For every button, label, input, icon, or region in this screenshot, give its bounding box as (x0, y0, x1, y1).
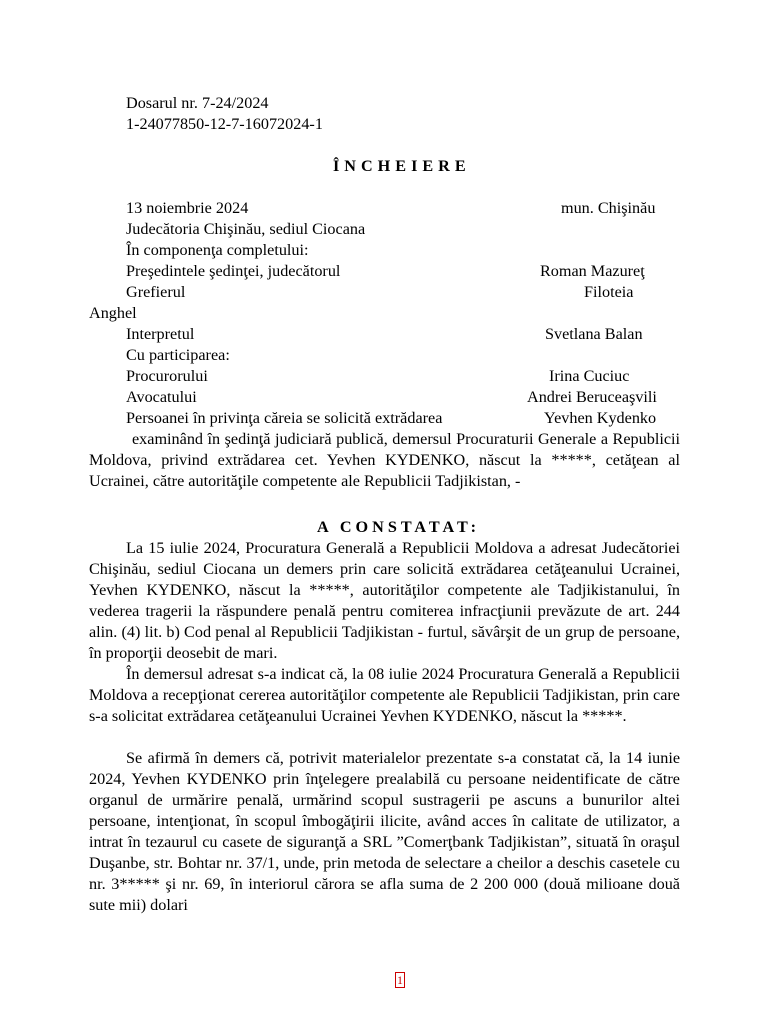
lawyer-label: Avocatului (126, 388, 197, 406)
prosecutor-name: Irina Cuciuc (549, 367, 630, 385)
clerk-label: Grefierul (126, 283, 186, 301)
section-heading: A CONSTATAT: (317, 518, 480, 536)
person-name: Yevhen Kydenko (544, 409, 657, 427)
court-name: Judecătoria Chişinău, sediul Ciocana (126, 220, 366, 238)
clerk-name-last: Anghel (89, 304, 137, 322)
body-paragraph-3: Se afirmă în demers că, potrivit materialelor prezentate s-a constatat că, la 14 iunie 2024, Yevhen KYDENKO prin înţelegere prealabilă cu persoane neidentificate de către organul de urmărire penală, urmărind scopul sustragerii pe ascuns a bunurilor altei persoane, intenţionat, în scopul îmbogăţirii ilicite, având acces în calitate de utilizator, a intrat în tezaurul cu casete de siguranţă a SRL ”Comerţbank Tadjikistan”, situată în oraşul Duşanbe, str. Bohtar nr. 37/1, unde, prin metoda de selectare a cheilor a deschis casetele cu nr. 3***** şi nr. 69, în interiorul cărora se afla suma de 2 200 000 (două milioane două sute mii) dolari (89, 749, 680, 914)
body-paragraph-1: La 15 iulie 2024, Procuratura Generală a Republicii Moldova a adresat Judecătoriei Chişinău, sediul Ciocana un demers prin care solicită extrădarea cetăţeanului Ucrainei, Yevhen KYDENKO, născut la *****, autorităţilor competente ale Tadjikistanului, în vederea tragerii la răspundere penală pentru comiterea infracţiunii prevăzute de art. 244 alin. (4) lit. b) Cod penal al Republicii Tadjikistan - furtul, săvârşit de un grup de persoane, în proporţii deosebit de mari. (89, 539, 680, 662)
document-location: mun. Chişinău (561, 199, 656, 217)
case-number: Dosarul nr. 7-24/2024 (126, 94, 269, 112)
prosecutor-label: Procurorului (126, 367, 208, 385)
case-id: 1-24077850-12-7-16072024-1 (126, 115, 323, 133)
presiding-label: Preşedintele şedinţei, judecătorul (126, 262, 341, 280)
intro-paragraph: examinând în şedinţă judiciară publică, demersul Procuraturii Generale a Republicii Moldova, privind extrădarea cet. Yevhen KYDENKO, născut la *****, cetăţean al Ucrainei, către autorităţile competente ale Republicii Tadjikistan, - (89, 430, 680, 490)
document-date: 13 noiembrie 2024 (126, 199, 249, 217)
person-label: Persoanei în privinţa căreia se solicită extrădarea (126, 409, 443, 427)
lawyer-name: Andrei Beruceaşvili (527, 388, 657, 406)
body-paragraph-2: În demersul adresat s-a indicat că, la 08 iulie 2024 Procuratura Generală a Republicii Moldova a recepţionat cererea autorităţilor competente ale Republicii Tadjikistan, prin care s-a solicitat extrădarea cetăţeanului Ucrainei Yevhen KYDENKO, născut la *****. (89, 665, 680, 725)
composition-label: În componenţa completului: (126, 241, 309, 259)
document-title: ÎNCHEIERE (333, 157, 471, 175)
interpreter-name: Svetlana Balan (545, 325, 643, 343)
page-number: 1 (397, 973, 403, 987)
presiding-name: Roman Mazureţ (540, 262, 645, 280)
participation-label: Cu participarea: (126, 346, 230, 364)
clerk-name-first: Filoteia (584, 283, 634, 301)
interpreter-label: Interpretul (126, 325, 195, 343)
